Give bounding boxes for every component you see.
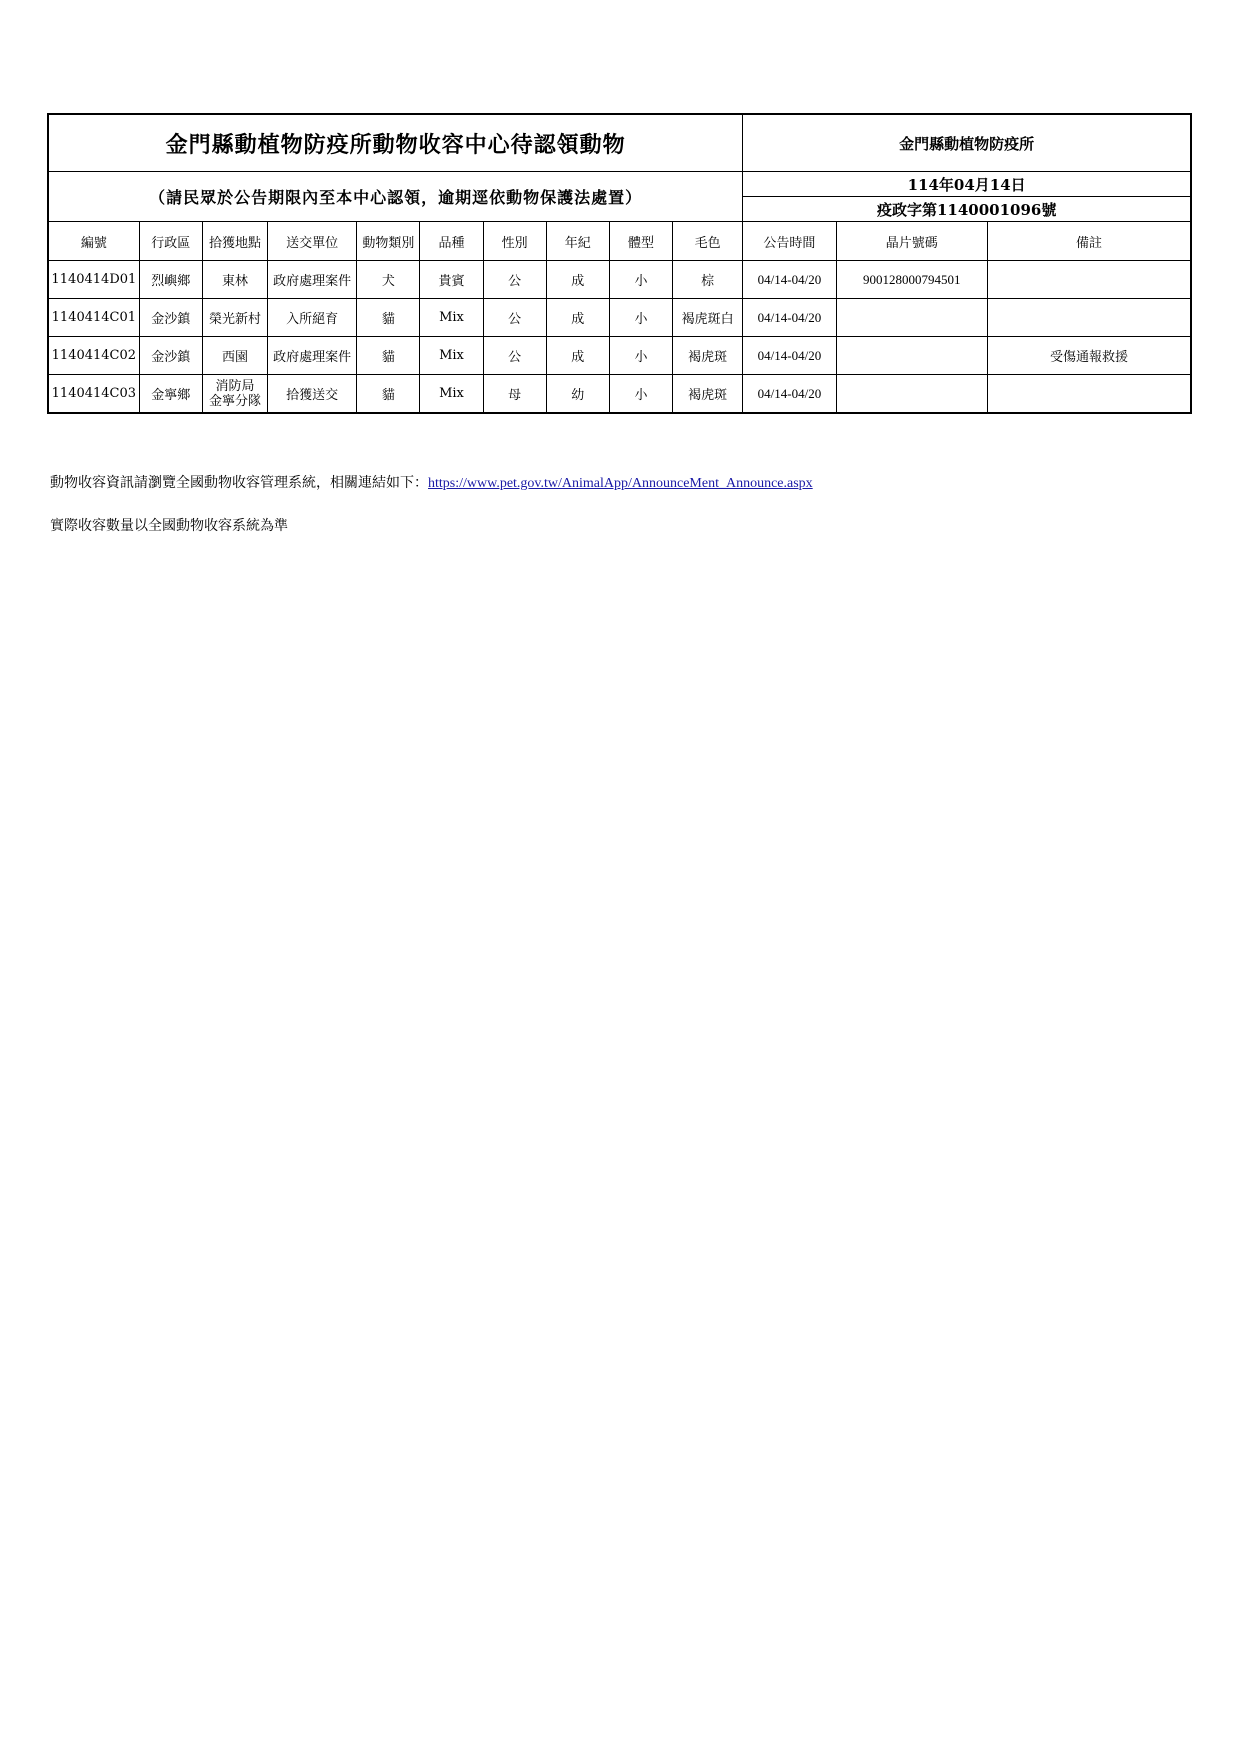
breed: 貴賓 (420, 261, 483, 299)
document-number: 疫政字第1140001096號 (743, 197, 1191, 222)
column-header: 編號 (48, 222, 139, 261)
table-row (48, 375, 1191, 414)
column-header: 體型 (609, 222, 672, 261)
delivering-unit: 入所絕育 (268, 299, 357, 337)
district: 烈嶼鄉 (139, 261, 202, 299)
sex: 公 (483, 261, 546, 299)
notice-date: 114年04月14日 (743, 172, 1191, 197)
district: 金沙鎮 (139, 337, 202, 375)
chip-number: 900128000794501 (836, 261, 987, 299)
disclaimer-text: 實際收容數量以全國動物收容系統為準 (50, 518, 288, 534)
remark (987, 261, 1191, 299)
column-header: 性別 (483, 222, 546, 261)
column-header: 品種 (420, 222, 483, 261)
remark (987, 299, 1191, 337)
info-text: 動物收容資訊請瀏覽全國動物收容管理系統，相關連結如下： (50, 475, 428, 491)
table-row (48, 299, 1191, 337)
breed: Mix (420, 375, 483, 414)
animal-id: 1140414C02 (48, 337, 139, 375)
district: 金沙鎮 (139, 299, 202, 337)
animal-id: 1140414C03 (48, 375, 139, 414)
column-header: 備註 (987, 222, 1191, 261)
animal-type: 貓 (357, 299, 420, 337)
announce-period: 04/14-04/20 (743, 337, 836, 375)
remark: 受傷通報救援 (987, 337, 1191, 375)
pickup-location: 榮光新村 (202, 299, 267, 337)
body-size: 小 (609, 299, 672, 337)
table-row (48, 261, 1191, 299)
age: 成 (546, 299, 609, 337)
sex: 母 (483, 375, 546, 414)
column-header: 拾獲地點 (202, 222, 267, 261)
animal-id: 1140414D01 (48, 261, 139, 299)
column-header: 行政區 (139, 222, 202, 261)
coat-color: 褐虎斑 (673, 337, 743, 375)
sex: 公 (483, 299, 546, 337)
column-header: 晶片號碼 (836, 222, 987, 261)
delivering-unit: 政府處理案件 (268, 337, 357, 375)
body-size: 小 (609, 375, 672, 414)
agency-name: 金門縣動植物防疫所 (743, 114, 1191, 172)
animal-type: 貓 (357, 337, 420, 375)
body-size: 小 (609, 337, 672, 375)
breed: Mix (420, 299, 483, 337)
animal-type: 犬 (357, 261, 420, 299)
coat-color: 褐虎斑 (673, 375, 743, 414)
announce-period: 04/14-04/20 (743, 261, 836, 299)
animal-id: 1140414C01 (48, 299, 139, 337)
chip-number (836, 375, 987, 414)
body-size: 小 (609, 261, 672, 299)
pickup-location: 西園 (202, 337, 267, 375)
age: 成 (546, 261, 609, 299)
remark (987, 375, 1191, 414)
announce-period: 04/14-04/20 (743, 299, 836, 337)
chip-number (836, 337, 987, 375)
delivering-unit: 政府處理案件 (268, 261, 357, 299)
age: 成 (546, 337, 609, 375)
district: 金寧鄉 (139, 375, 202, 414)
column-header: 公告時間 (743, 222, 836, 261)
animal-type: 貓 (357, 375, 420, 414)
table-header-row (48, 222, 1191, 261)
age: 幼 (546, 375, 609, 414)
column-header: 年紀 (546, 222, 609, 261)
announcement-link[interactable]: https://www.pet.gov.tw/AnimalApp/AnnounceMent_Announce.aspx (428, 476, 813, 491)
coat-color: 褐虎斑白 (673, 299, 743, 337)
delivering-unit: 拾獲送交 (268, 375, 357, 414)
pickup-location: 東林 (202, 261, 267, 299)
column-header: 毛色 (673, 222, 743, 261)
pickup-location: 消防局 金寧分隊 (202, 375, 267, 414)
announce-period: 04/14-04/20 (743, 375, 836, 414)
column-header: 送交單位 (268, 222, 357, 261)
breed: Mix (420, 337, 483, 375)
notice-subtitle: （請民眾於公告期限內至本中心認領，逾期逕依動物保護法處置） (48, 172, 743, 222)
notice-table (47, 113, 1192, 414)
chip-number (836, 299, 987, 337)
coat-color: 棕 (673, 261, 743, 299)
sex: 公 (483, 337, 546, 375)
info-line (50, 472, 813, 492)
column-header: 動物類別 (357, 222, 420, 261)
table-row (48, 337, 1191, 375)
notice-title: 金門縣動植物防疫所動物收容中心待認領動物 (48, 114, 743, 172)
